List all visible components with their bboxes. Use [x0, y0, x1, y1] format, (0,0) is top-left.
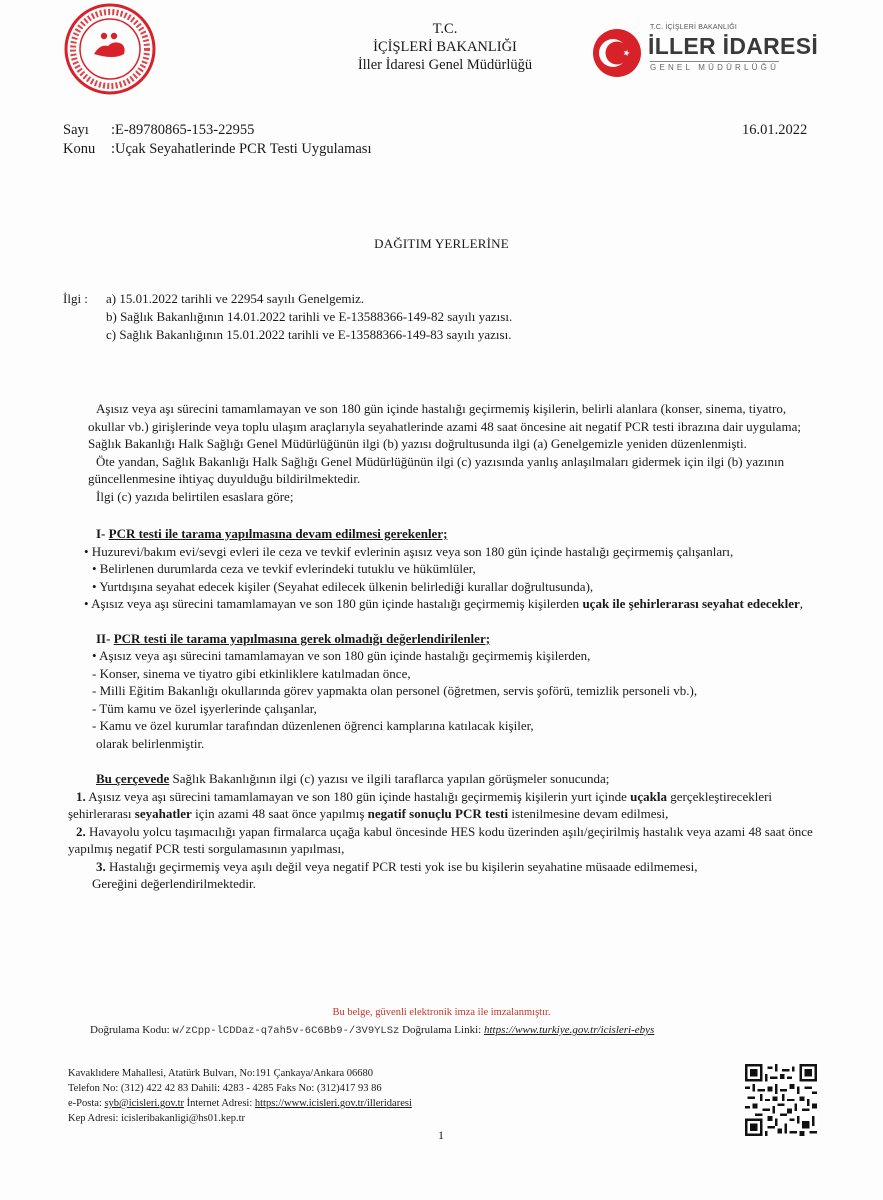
section-1-title: PCR testi ile tarama yapılmasına devam edilmesi gerekenler; [108, 526, 448, 541]
konu-value: :Uçak Seyahatlerinde PCR Testi Uygulaması [111, 141, 372, 157]
section-2-item: • Aşısız veya aşı sürecini tamamlamayan ve son 180 gün içinde hastalığı geçirmemiş kişilerden, [92, 648, 591, 663]
decision-2-number: 2. [76, 823, 86, 839]
conclusion-lead-text: Sağlık Bakanlığının ilgi (c) yazısı ve ilgili taraflarca yapılan görüşmeler sonucunda; [169, 771, 610, 786]
ilgi-item: c) Sağlık Bakanlığının 15.01.2022 tarihli ve E-13588366-149-83 sayılı yazısı. [106, 327, 512, 342]
decision-1-bold-f: negatif sonuçlu PCR testi [367, 806, 509, 821]
verification-code-label: Doğrulama Kodu: [90, 1024, 173, 1036]
konu-line [63, 141, 371, 158]
section-2-closing: olarak belirlenmiştir. [96, 735, 205, 751]
ilgi-row-a [63, 290, 512, 308]
section-2-item: - Kamu ve özel kurumlar tarafından düzenlenen öğrenci kamplarına katılacak kişiler, [92, 718, 534, 733]
document-date: 16.01.2022 [742, 122, 808, 138]
footer-email-link[interactable]: syb@icisleri.gov.tr [104, 1098, 185, 1109]
section-1-last-bold: uçak ile şehirlerarası seyahat edecekler [582, 596, 800, 611]
verification-line [90, 1024, 654, 1037]
section-1-item-last [80, 595, 823, 613]
footer-phone: Telefon No: (312) 422 42 83 Dahili: 4283 - 4285 Faks No: (312)417 93 86 [68, 1083, 382, 1094]
flag-crescent-icon [590, 26, 644, 80]
section-2-item: - Milli Eğitim Bakanlığı okullarında görev yapmakta olan personel (öğretmen, servis şoförü, temizlik personeli vb.), [92, 683, 698, 698]
logo-sub-text: GENEL MÜDÜRLÜĞÜ [650, 63, 780, 72]
section-1-item: • Belirlenen durumlarda ceza ve tevkif evlerindeki tutuklu ve hükümlüler, [92, 561, 476, 576]
closing-line: Gereğini değerlendirilmektedir. [92, 876, 256, 891]
decision-3 [88, 858, 823, 876]
footer-email-label: e-Posta: [68, 1098, 105, 1109]
logo-main-text: İLLER İDARESİ [648, 33, 819, 59]
decision-2 [68, 823, 823, 858]
ilgi-label: İlgi : [63, 291, 88, 306]
sayi-value: :E-89780865-153-22955 [111, 122, 255, 138]
section-1-heading [96, 525, 823, 543]
decision-2-text: Havayolu yolcu taşımacılığı yapan firmalarca uçağa kabul öncesinde HES kodu üzerinden aşılı/geçirilmiş hastalık veya azami 48 saat önce yapılmış negatif PCR testi sorgulamasının yapılması, [68, 823, 813, 856]
decision-3-number: 3. [96, 858, 106, 874]
letter-body [68, 400, 823, 893]
section-1-item: • Yurtdışına seyahat edecek kişiler (Seyahat edilecek ülkenin belirlediği kurallar doğrultusunda), [92, 578, 594, 594]
decision-1-text-c: gerçekleştirecekleri şehirlerarası [68, 788, 773, 821]
section-2-item: - Konser, sinema ve tiyatro gibi etkinliklere katılmadan önce, [92, 665, 411, 681]
decision-1 [68, 788, 823, 823]
e-signature-notice: Bu belge, güvenli elektronik imza ile imzalanmıştır. [332, 1007, 551, 1018]
decision-1-text-g: istenilmesine devam edilmesi, [508, 806, 669, 821]
letterhead-line-1: T.C. [432, 21, 458, 37]
sayi-label: Sayı [63, 122, 89, 138]
footer-web-link[interactable]: https://www.icisleri.gov.tr/illeridaresi [254, 1098, 412, 1109]
distribution-title: DAĞITIM YERLERİNE [374, 236, 509, 251]
decision-1-text-a: Aşısız veya aşı sürecini tamamlamayan ve son 180 gün içinde hastalığı geçirmemiş kişilerin yurt içinde [85, 788, 631, 804]
verification-code: w/zCpp-lCDDaz-q7ah5v-6C6Bb9-/3V9YLSz [172, 1025, 400, 1037]
footer-email-web [68, 1096, 412, 1111]
ilgi-item: a) 15.01.2022 tarihli ve 22954 sayılı Genelgemiz. [106, 291, 365, 306]
letterhead-line-3: İller İdaresi Genel Müdürlüğü [357, 57, 533, 73]
decision-1-bold-b: uçakla [630, 788, 668, 804]
conclusion-lead [88, 770, 823, 788]
section-1-last-text: • Aşısız veya aşı sürecini tamamlamayan ve son 180 gün içinde hastalığı geçirmemiş kişilerden [84, 596, 583, 611]
verification-link[interactable]: https://www.turkiye.gov.tr/icisleri-ebys [483, 1024, 655, 1036]
page-number: 1 [438, 1128, 444, 1142]
verification-link-label: Doğrulama Linki: [399, 1024, 484, 1036]
section-2-heading [96, 630, 823, 648]
decision-1-number: 1. [76, 788, 86, 804]
section-2-title: PCR testi ile tarama yapılmasına gerek olmadığı değerlendirilenler; [113, 630, 491, 646]
conclusion-lead-bold: Bu çerçevede [96, 771, 170, 786]
footer-contact [68, 1066, 412, 1126]
logo-top-text: T.C. İÇİŞLERİ BAKANLIĞI [650, 24, 738, 31]
decision-1-bold-d: seyahatler [134, 806, 192, 821]
footer-address: Kavaklıdere Mahallesi, Atatürk Bulvarı, No:191 Çankaya/Ankara 06680 [68, 1068, 374, 1079]
section-1-item: • Huzurevi/bakım evi/sevgi evleri ile ceza ve tevkif evlerinin aşısız veya son 180 gün içinde hastalığı geçirmemiş çalışanları, [84, 543, 734, 559]
footer-web-label: İnternet Adresi: [184, 1098, 255, 1109]
ministry-seal-icon [60, 2, 160, 97]
paragraph-2: Öte yandan, Sağlık Bakanlığı Halk Sağlığı Genel Müdürlüğünün ilgi (c) yazısında yanlış anlaşılmaları gidermek için ilgi (b) yazının güncellenmesine ihtiyaç duyulduğu bildirilmektedir. [88, 453, 785, 486]
paragraph-1: Aşısız veya aşı sürecini tamamlamayan ve son 180 gün içinde hastalığı geçirmemiş kişilerin, belirli alanlara (konser, sinema, tiyatro, okullar vb.) girişlerinde veya toplu ulaşım araçlarıyla seyahatlerinde azami 48 saat öncesine ait negatif PCR testi ibrazına dair uygulama; Sağlık Bakanlığı Halk Sağlığı Genel Müdürlüğünün ilgi (b) yazısı doğrultusunda ilgi (a) Genelgemizle yeniden düzenlenmişti. [88, 401, 801, 451]
decision-3-text: Hastalığı geçirmemiş veya aşılı değil veya negatif PCR testi yok ise bu kişilerin seyahatine müsaade edilmemesi, [105, 858, 698, 874]
iller-idaresi-logo [590, 22, 820, 82]
section-1-last-end: , [799, 596, 804, 611]
section-2-item: - Tüm kamu ve özel işyerlerinde çalışanlar, [92, 700, 317, 716]
sayi-line [63, 122, 254, 139]
paragraph-3: İlgi (c) yazıda belirtilen esaslara göre; [96, 488, 294, 504]
letterhead [300, 20, 590, 74]
letterhead-line-2: İÇİŞLERİ BAKANLIĞI [373, 39, 517, 55]
ilgi-block [63, 290, 512, 344]
footer-kep: Kep Adresi: icisleribakanligi@hs01.kep.tr [68, 1113, 246, 1124]
qr-code-icon [745, 1064, 817, 1136]
konu-label: Konu [63, 141, 96, 157]
decision-1-text-e: için azami 48 saat önce yapılmış [191, 806, 368, 821]
section-2-prefix: II- [96, 630, 114, 646]
ilgi-item: b) Sağlık Bakanlığının 14.01.2022 tarihli ve E-13588366-149-82 sayılı yazısı. [106, 309, 513, 324]
section-1-prefix: I- [96, 526, 109, 541]
